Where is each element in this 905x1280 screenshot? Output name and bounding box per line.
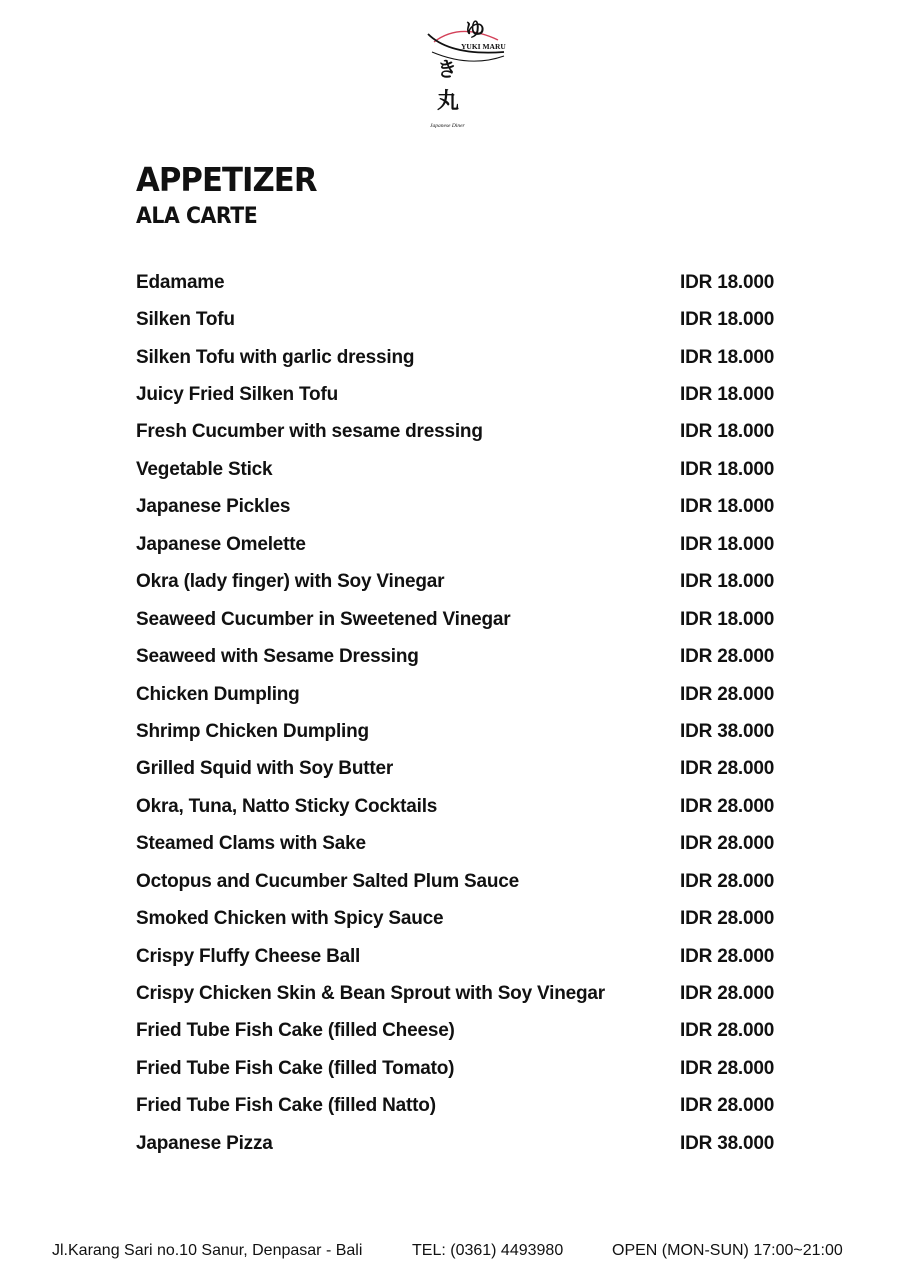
item-price: IDR 18.000 [680, 309, 775, 331]
logo-kanji-2: き [437, 57, 457, 81]
item-price: IDR 18.000 [680, 608, 775, 630]
item-price: IDR 38.000 [680, 720, 775, 742]
item-price: IDR 28.000 [680, 833, 775, 855]
footer [52, 1242, 872, 1260]
menu-item [136, 751, 776, 788]
item-name: Fried Tube Fish Cake (filled Cheese) [136, 1020, 455, 1042]
logo-kanji-3: 丸 [437, 88, 460, 114]
item-name: Crispy Fluffy Cheese Ball [136, 945, 361, 967]
menu-list [136, 264, 776, 1163]
item-price: IDR 28.000 [680, 1057, 775, 1079]
item-price: IDR 18.000 [680, 384, 775, 406]
menu-item [136, 564, 776, 601]
item-price: IDR 28.000 [680, 758, 775, 780]
menu-item [136, 826, 776, 863]
item-name: Fried Tube Fish Cake (filled Natto) [136, 1095, 436, 1117]
menu-item [136, 414, 776, 451]
item-name: Silken Tofu with garlic dressing [136, 346, 415, 368]
menu-item [136, 301, 776, 338]
footer-hours: OPEN (MON-SUN) 17:00~21:00 [612, 1242, 843, 1259]
footer-address: Jl.Karang Sari no.10 Sanur, Denpasar - Bali [52, 1242, 363, 1259]
item-price: IDR 28.000 [680, 983, 775, 1005]
item-name: Chicken Dumpling [136, 683, 300, 705]
item-name: Japanese Pickles [136, 496, 291, 518]
menu-item [136, 601, 776, 638]
item-name: Octopus and Cucumber Salted Plum Sauce [136, 870, 520, 892]
item-price: IDR 38.000 [680, 1132, 775, 1154]
item-name: Okra (lady finger) with Soy Vinegar [136, 571, 445, 593]
logo-wordmark: YUKI MARU [461, 42, 506, 51]
yuki-maru-logo-icon [420, 12, 512, 132]
item-price: IDR 18.000 [680, 346, 775, 368]
item-price: IDR 28.000 [680, 1095, 775, 1117]
item-name: Edamame [136, 271, 225, 293]
item-price: IDR 28.000 [680, 908, 775, 930]
item-name: Japanese Pizza [136, 1132, 273, 1154]
section-title: APPETIZER [136, 160, 317, 199]
menu-item [136, 489, 776, 526]
item-name: Shrimp Chicken Dumpling [136, 720, 369, 742]
item-price: IDR 28.000 [680, 870, 775, 892]
menu-item [136, 638, 776, 675]
menu-item [136, 1050, 776, 1087]
logo-tagline: Japanese Diner [430, 123, 465, 129]
item-name: Okra, Tuna, Natto Sticky Cocktails [136, 795, 438, 817]
item-price: IDR 18.000 [680, 458, 775, 480]
item-price: IDR 28.000 [680, 795, 775, 817]
item-name: Grilled Squid with Soy Butter [136, 758, 394, 780]
menu-item [136, 676, 776, 713]
item-name: Japanese Omelette [136, 533, 306, 555]
item-name: Vegetable Stick [136, 458, 273, 480]
item-price: IDR 28.000 [680, 683, 775, 705]
menu-item [136, 975, 776, 1012]
item-name: Smoked Chicken with Spicy Sauce [136, 908, 444, 930]
brand-logo [420, 12, 512, 132]
item-name: Silken Tofu [136, 309, 235, 331]
item-name: Fresh Cucumber with sesame dressing [136, 421, 483, 443]
logo-kanji-1: ゆ [465, 17, 485, 41]
item-name: Juicy Fried Silken Tofu [136, 384, 338, 406]
menu-item [136, 339, 776, 376]
menu-item [136, 451, 776, 488]
menu-item [136, 788, 776, 825]
menu-item [136, 1013, 776, 1050]
item-name: Seaweed with Sesame Dressing [136, 646, 419, 668]
menu-item [136, 938, 776, 975]
menu-item [136, 1125, 776, 1162]
menu-item [136, 1088, 776, 1125]
menu-item [136, 863, 776, 900]
section-subtitle: ALA CARTE [136, 204, 258, 229]
item-price: IDR 18.000 [680, 271, 775, 293]
item-name: Steamed Clams with Sake [136, 833, 366, 855]
item-name: Crispy Chicken Skin & Bean Sprout with Soy Vinegar [136, 983, 605, 1005]
menu-item [136, 264, 776, 301]
item-price: IDR 18.000 [680, 421, 775, 443]
menu-item [136, 526, 776, 563]
footer-phone: TEL: (0361) 4493980 [412, 1242, 564, 1259]
item-price: IDR 28.000 [680, 945, 775, 967]
item-price: IDR 28.000 [680, 646, 775, 668]
item-price: IDR 18.000 [680, 533, 775, 555]
item-name: Fried Tube Fish Cake (filled Tomato) [136, 1057, 455, 1079]
menu-item [136, 376, 776, 413]
item-price: IDR 18.000 [680, 496, 775, 518]
item-name: Seaweed Cucumber in Sweetened Vinegar [136, 608, 511, 630]
menu-item [136, 900, 776, 937]
item-price: IDR 18.000 [680, 571, 775, 593]
menu-item [136, 713, 776, 750]
item-price: IDR 28.000 [680, 1020, 775, 1042]
